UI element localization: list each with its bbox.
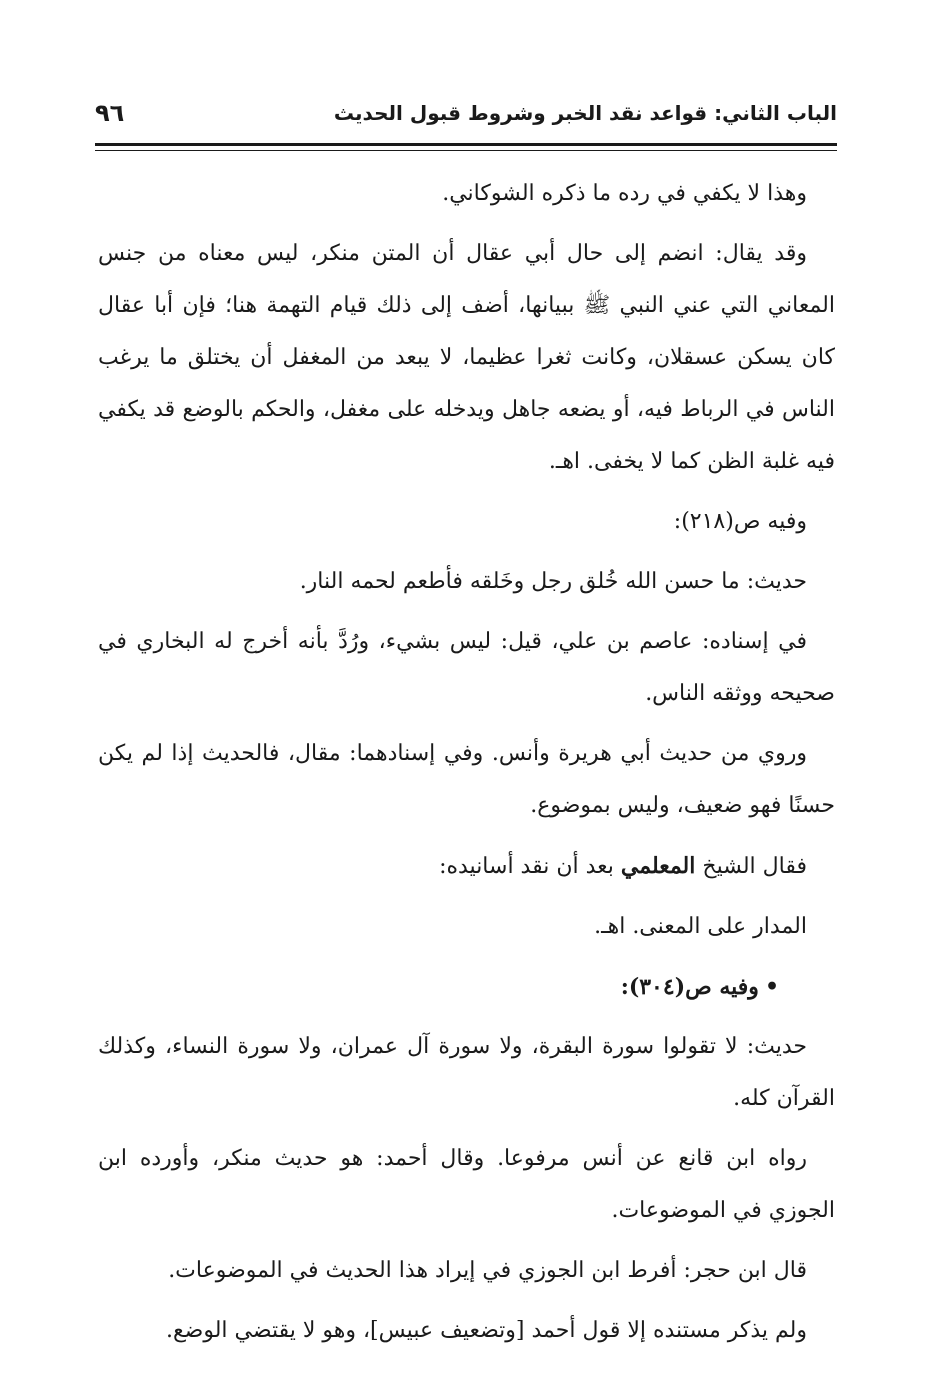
paragraph: المدار على المعنى. اهـ. [594, 914, 807, 939]
muallimi-name: المعلمي [620, 853, 696, 879]
paragraph: وهذا لا يكفي في رده ما ذكره الشوكاني. [442, 181, 807, 206]
bullet-text: وفيه ص(٣٠٤): [620, 974, 759, 1000]
paragraph: وقد يقال: انضم إلى حال أبي عقال أن المتن منكر، ليس معناه من جنس المعاني التي عني النبي ﷺ ببيانها، أضف إلى ذلك قيام التهمة هنا؛ فإن أبا عقال كان يسكن عسقلان، وكانت ثغرا عظيما، لا يبعد من المغفل أن يختلق ما يرغب الناس في الرباط فيه، أو يضعه جاهل ويدخله على مغفل، والحكم بالوضع قد يكفي فيه غلبة الظن كما لا يخفى. اهـ. [98, 241, 835, 474]
bullet-heading [98, 961, 835, 1013]
page-header [95, 96, 837, 130]
paragraph: حديث: لا تقولوا سورة البقرة، ولا سورة آل عمران، ولا سورة النساء، وكذلك القرآن كله. [98, 1034, 835, 1111]
muallimi-before: فقال الشيخ [695, 854, 807, 879]
header-rule-thin [95, 150, 837, 151]
bullet-icon: • [764, 974, 779, 1000]
header-rule-thick [95, 143, 837, 146]
page-body [98, 168, 835, 1365]
paragraph: وروي من حديث أبي هريرة وأنس. وفي إسنادهما: مقال، فالحديث إذا لم يكن حسنًا فهو ضعيف، وليس بموضوع. [98, 741, 835, 818]
page-number: ٩٦ [95, 99, 125, 127]
paragraph: قال ابن حجر: أفرط ابن الجوزي في إيراد هذا الحديث في الموضوعات. [168, 1258, 807, 1283]
muallimi-paragraph [98, 840, 835, 893]
paragraph: رواه ابن قانع عن أنس مرفوعا. وقال أحمد: هو حديث منكر، وأورده ابن الجوزي في الموضوعات. [98, 1146, 835, 1223]
running-title: الباب الثاني: قواعد نقد الخبر وشروط قبول الحديث [333, 101, 837, 125]
muallimi-after: بعد أن نقد أسانيده: [439, 854, 621, 879]
paragraph: حديث: ما حسن الله خُلق رجل وخَلقه فأطعم لحمه النار. [299, 569, 807, 594]
paragraph: ولم يذكر مستنده إلا قول أحمد [وتضعيف عبيس]، وهو لا يقتضي الوضع. [165, 1318, 807, 1343]
paragraph: في إسناده: عاصم بن علي، قيل: ليس بشيء، ورُدَّ بأنه أخرج له البخاري في صحيحه ووثقه الناس. [98, 629, 835, 706]
paragraph: وفيه ص(٢١٨): [673, 509, 807, 534]
